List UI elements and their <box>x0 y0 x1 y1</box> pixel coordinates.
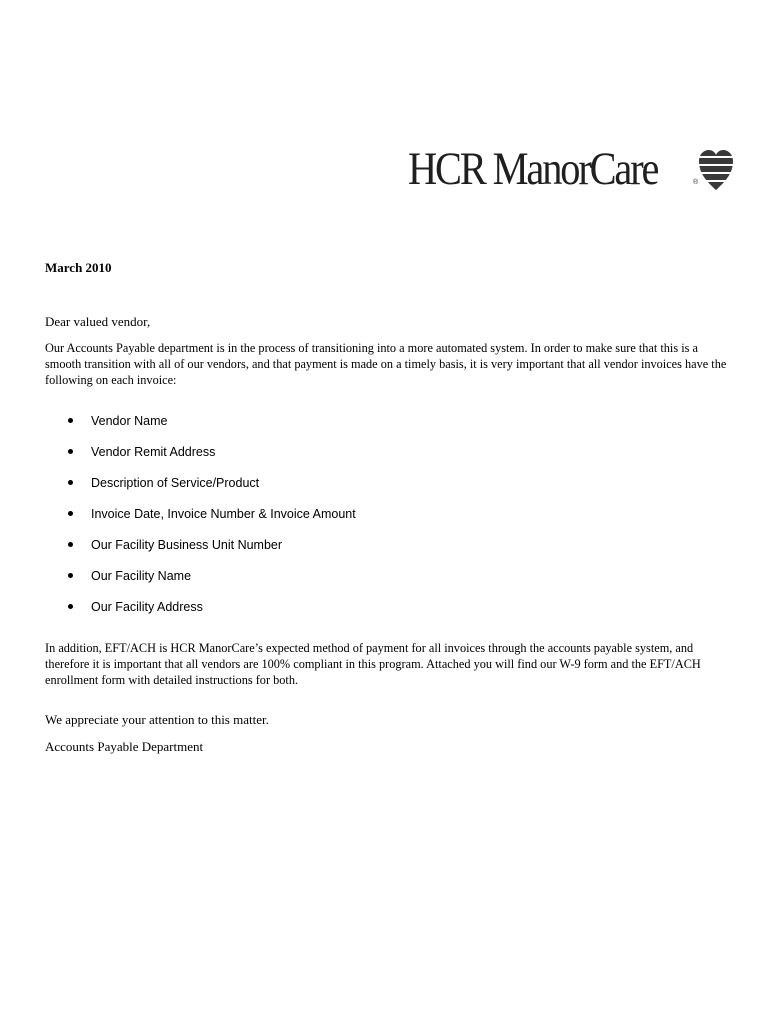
required-items-list <box>45 412 356 629</box>
list-item-text: Our Facility Name <box>91 569 192 583</box>
list-item <box>45 474 356 505</box>
letter-date: March 2010 <box>45 260 112 275</box>
list-item-text: Vendor Name <box>91 414 168 428</box>
list-item-text: Our Facility Business Unit Number <box>91 538 283 552</box>
bullet-icon <box>68 418 73 423</box>
list-item-text: Invoice Date, Invoice Number & Invoice Amount <box>91 507 356 521</box>
logo-wordmark: HCR ManorCare <box>408 143 658 195</box>
striped-heart-icon <box>698 148 734 192</box>
list-item-text: Our Facility Address <box>91 600 203 614</box>
bullet-icon <box>68 480 73 485</box>
payment-paragraph: In addition, EFT/ACH is HCR ManorCare’s expected method of payment for all invoices through the accounts payable system, and therefore it is important that all vendors are 100% compliant in this program. Attached you will find our W-9 form and the EFT/ACH enrollment form with detailed instructions for both. <box>45 641 701 687</box>
registered-mark: ® <box>693 179 699 186</box>
closing-line: We appreciate your attention to this matter. <box>45 712 269 727</box>
bullet-icon <box>68 573 73 578</box>
list-item <box>45 567 356 598</box>
list-item <box>45 598 356 629</box>
company-logo <box>408 143 730 195</box>
list-item <box>45 443 356 474</box>
salutation: Dear valued vendor, <box>45 314 151 329</box>
list-item <box>45 412 356 443</box>
bullet-icon <box>68 511 73 516</box>
bullet-icon <box>68 542 73 547</box>
intro-paragraph: Our Accounts Payable department is in the process of transitioning into a more automated system. In order to make sure that this is a smooth transition with all of our vendors, and that payment is made on a timely basis, it is very important that all vendor invoices have the following on each invoice: <box>45 341 727 387</box>
list-item-text: Description of Service/Product <box>91 476 260 490</box>
list-item <box>45 505 356 536</box>
list-item-text: Vendor Remit Address <box>91 445 216 459</box>
signature-line: Accounts Payable Department <box>45 739 204 754</box>
bullet-icon <box>68 449 73 454</box>
bullet-icon <box>68 604 73 609</box>
list-item <box>45 536 356 567</box>
